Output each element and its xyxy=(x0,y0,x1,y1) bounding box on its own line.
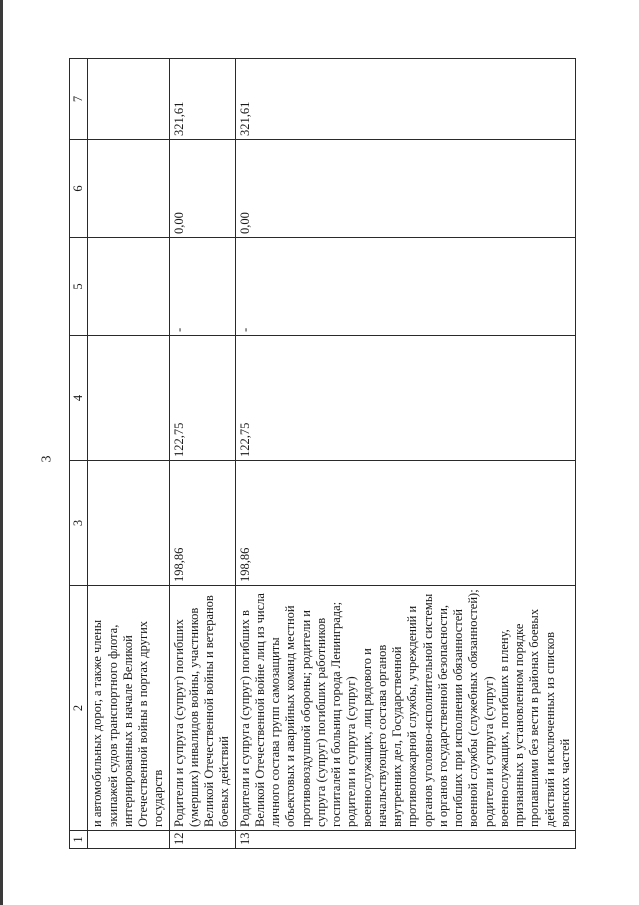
benefits-table xyxy=(69,58,576,849)
row-number: 12 xyxy=(169,831,235,849)
table-rotated-frame xyxy=(69,59,572,849)
row-description: и автомобильных дорог, а также члены экипажей судов транспортного флота, интернированных в начале Великой Отечественной войны в портах других государств xyxy=(88,586,169,831)
table-header-row xyxy=(70,59,88,849)
cell-col-4 xyxy=(88,336,169,461)
column-header-5: 5 xyxy=(70,238,88,336)
row-number xyxy=(88,831,169,849)
table-row xyxy=(88,59,169,849)
cell-col-6 xyxy=(88,140,169,238)
row-description: Родители и супруга (супруг) погибших в Великой Отечественной войне лиц из числа личного состава групп самозащиты объектовых и аварийных команд местной противовоздушной обороны; родители и супруга (супруг) погибших работников госпиталей и больниц города Ленинграда; родители и супруга (супруг) военнослужащих, лиц рядового и начальствующего состава органов внутренних дел, Государственной противопожарной службы, учреждений и органов уголовно-исполнительной системы и органов государственной безопасности, погибших при исполнении обязанностей военной службы (служебных обязанностей); родители и супруга (супруг) военнослужащих, погибших в плену, признанных в установленном порядке пропавшими без вести в районах боевых действий и исключенных из списков воинских частей xyxy=(235,586,576,831)
cell-col-5: - xyxy=(235,238,576,336)
table-container xyxy=(69,59,572,849)
cell-col-3: 198,86 xyxy=(169,461,235,586)
column-header-4: 4 xyxy=(70,336,88,461)
cell-col-6: 0,00 xyxy=(169,140,235,238)
column-header-2: 2 xyxy=(70,586,88,831)
cell-col-7: 321,61 xyxy=(235,59,576,140)
column-header-3: 3 xyxy=(70,461,88,586)
page-number: 3 xyxy=(39,455,55,463)
cell-col-3: 198,86 xyxy=(235,461,576,586)
cell-col-6: 0,00 xyxy=(235,140,576,238)
row-number: 13 xyxy=(235,831,576,849)
column-header-7: 7 xyxy=(70,59,88,140)
cell-col-5: - xyxy=(169,238,235,336)
cell-col-7 xyxy=(88,59,169,140)
cell-col-4: 122,75 xyxy=(235,336,576,461)
scan-edge xyxy=(0,0,3,905)
cell-col-4: 122,75 xyxy=(169,336,235,461)
column-header-6: 6 xyxy=(70,140,88,238)
table-row xyxy=(235,59,576,849)
cell-col-5 xyxy=(88,238,169,336)
table-row xyxy=(169,59,235,849)
cell-col-7: 321,61 xyxy=(169,59,235,140)
row-description: Родители и супруга (супруг) погибших (умерших) инвалидов войны, участников Великой Отечественной войны и ветеранов боевых действий xyxy=(169,586,235,831)
column-header-1: 1 xyxy=(70,831,88,849)
cell-col-3 xyxy=(88,461,169,586)
